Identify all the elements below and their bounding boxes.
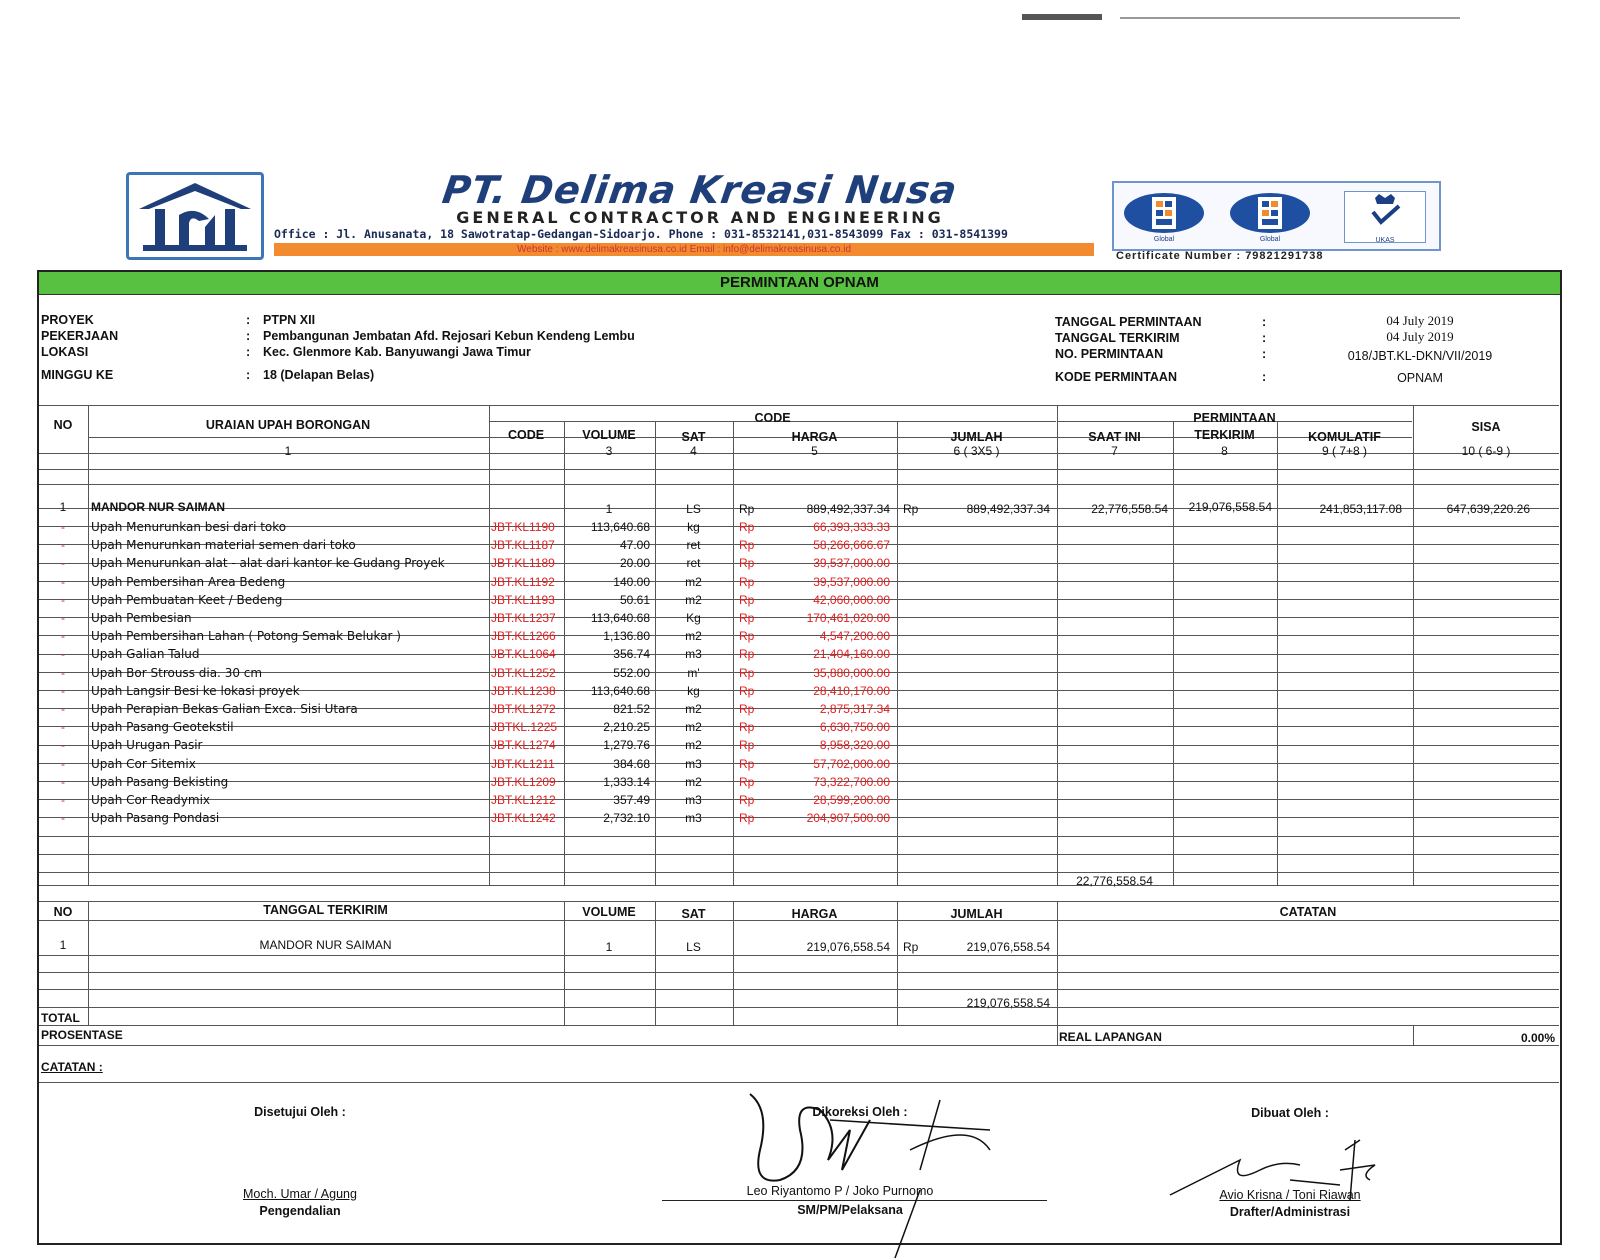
item-no: - [61, 811, 65, 825]
sent-th-volume: VOLUME [582, 905, 636, 919]
subtotal-line [39, 885, 1559, 886]
house-logo-icon [129, 175, 261, 257]
item-harga: 66,393,333.33 [813, 520, 890, 534]
row-line [39, 872, 1559, 873]
item-code: JBT.KL1192 [491, 575, 555, 589]
item-no: - [61, 611, 65, 625]
main-row-komulatif: 241,853,117.08 [1319, 502, 1402, 516]
item-rp: Rp [739, 720, 755, 734]
item-volume: 356.74 [613, 647, 650, 661]
catatan-label: CATATAN : [41, 1060, 103, 1074]
item-uraian: Upah Pasang Bekisting [91, 775, 229, 789]
item-harga: 35,880,000.00 [813, 666, 890, 680]
row-line [39, 854, 1559, 855]
item-rp: Rp [739, 575, 755, 589]
item-rp: Rp [739, 647, 755, 661]
main-row-uraian: MANDOR NUR SAIMAN [91, 500, 225, 514]
sent-th-harga: HARGA [791, 907, 838, 921]
iso-badge [1122, 191, 1206, 241]
item-rp: Rp [739, 775, 755, 789]
meta-colon: : [1262, 331, 1267, 345]
meta-colon: : [246, 329, 251, 343]
th-code: CODE [507, 428, 545, 442]
signature-area-top [39, 1082, 1559, 1083]
item-no: - [61, 720, 65, 734]
grid-line [39, 469, 1559, 470]
item-rp: Rp [739, 538, 755, 552]
col-number: 5 [811, 444, 818, 458]
item-uraian: Upah Galian Talud [91, 647, 200, 661]
item-volume: 1,279.76 [603, 738, 650, 752]
item-no: - [61, 666, 65, 680]
crown-tick-icon [1345, 192, 1425, 232]
item-no: - [61, 684, 65, 698]
th-uraian: URAIAN UPAH BORONGAN [205, 418, 371, 432]
item-volume: 113,640.68 [590, 684, 650, 698]
th-permintaan-group: PERMINTAAN [1193, 411, 1276, 425]
company-website: Website : www.delimakreasinusa.co.id Email : info@delimakreasinusa.co.id [274, 243, 1094, 256]
main-row-volume: 1 [605, 502, 613, 516]
sent-th-no: NO [53, 905, 73, 919]
item-no: - [61, 647, 65, 661]
item-code: JBT.KL1252 [491, 666, 556, 680]
item-sat: ret [686, 556, 701, 570]
main-row-no: 1 [59, 500, 67, 514]
total-label: TOTAL [41, 1011, 80, 1025]
meta-value-minggu: 18 (Delapan Belas) [263, 368, 375, 382]
th-komulatif: KOMULATIF [1308, 430, 1381, 444]
item-uraian: Upah Cor Readymix [91, 793, 211, 807]
grid-line [39, 972, 1559, 973]
item-volume: 47.00 [619, 538, 650, 552]
item-sat: m2 [685, 720, 702, 734]
item-harga: 42,060,000.00 [813, 593, 890, 607]
item-no: - [61, 793, 65, 807]
cert-label: UKAS [1375, 237, 1395, 244]
item-sat: m2 [685, 738, 702, 752]
grid-line [1277, 421, 1278, 885]
item-harga: 39,537,000.00 [813, 575, 890, 589]
main-row-jumlah: 889,492,337.34 [966, 502, 1050, 516]
globe-certificate-icon [1122, 191, 1206, 235]
grid-line [1413, 405, 1414, 885]
item-sat: m3 [685, 811, 702, 825]
item-no: - [61, 702, 65, 716]
item-harga: 4,547,200.00 [819, 629, 890, 643]
item-uraian: Upah Pembuatan Keet / Bedeng [91, 593, 283, 607]
row-line [39, 836, 1559, 837]
item-harga: 6,630,750.00 [819, 720, 890, 734]
sent-row-sat: LS [686, 940, 701, 954]
item-harga: 58,266,666.67 [813, 538, 890, 552]
item-no: - [61, 593, 65, 607]
item-sat: Kg [686, 611, 701, 625]
item-rp: Rp [739, 811, 755, 825]
subtotal-saat-ini: 22,776,558.54 [1076, 874, 1153, 888]
th-jumlah: JUMLAH [950, 430, 1003, 444]
item-volume: 2,732.10 [603, 811, 650, 825]
grid-line [1413, 1025, 1414, 1045]
item-volume: 1,136.80 [603, 629, 650, 643]
item-no: - [61, 575, 65, 589]
sent-row-rp: Rp [903, 940, 919, 954]
item-no: - [61, 757, 65, 771]
sent-row-harga: 219,076,558.54 [806, 940, 890, 954]
certificate-number: Certificate Number : 79821291738 [1116, 250, 1324, 262]
item-sat: ret [686, 538, 701, 552]
company-logo [126, 172, 264, 260]
th-volume: VOLUME [582, 428, 636, 442]
item-uraian: Upah Menurunkan besi dari toko [91, 520, 287, 534]
col-number: 4 [690, 444, 697, 458]
sent-th-jumlah: JUMLAH [950, 907, 1003, 921]
item-volume: 2,210.25 [603, 720, 650, 734]
col-number: 8 [1221, 444, 1228, 458]
item-uraian: Upah Menurunkan alat - alat dari kantor ke Gudang Proyek [91, 556, 445, 570]
grid-line [88, 901, 89, 1025]
item-code: JBT.KL1209 [491, 775, 556, 789]
meta-value-tanggal-permintaan: 04 July 2019 [1386, 313, 1454, 328]
item-rp: Rp [739, 793, 755, 807]
item-rp: Rp [739, 520, 755, 534]
grid-line [489, 405, 490, 885]
certification-box [1112, 181, 1441, 251]
meta-value-proyek: PTPN XII [263, 313, 316, 327]
col-number: 10 ( 6-9 ) [1461, 444, 1511, 458]
sig-approved-role: Pengendalian [259, 1204, 341, 1218]
item-uraian: Upah Pembersihan Area Bedeng [91, 575, 286, 589]
item-no: - [61, 775, 65, 789]
col-number: 9 ( 7+8 ) [1321, 444, 1368, 458]
sent-row-name: MANDOR NUR SAIMAN [259, 938, 392, 952]
item-code: JBT.KL1237 [491, 611, 556, 625]
item-no: - [61, 738, 65, 752]
item-sat: m2 [685, 629, 702, 643]
item-volume: 552.00 [613, 666, 650, 680]
grid-line [39, 484, 1559, 485]
th-no: NO [53, 418, 73, 432]
item-rp: Rp [739, 666, 755, 680]
meta-colon: : [246, 313, 251, 327]
item-harga: 39,537,000.00 [813, 556, 890, 570]
sent-row-no: 1 [59, 938, 67, 952]
item-code: JBT.KL1190 [491, 520, 555, 534]
item-volume: 113,640.68 [590, 520, 650, 534]
sent-row-jumlah: 219,076,558.54 [966, 940, 1050, 954]
item-sat: kg [687, 684, 700, 698]
item-uraian: Upah Cor Sitemix [91, 757, 196, 771]
item-sat: m3 [685, 647, 702, 661]
grid-line [39, 1045, 1559, 1046]
form-title: PERMINTAAN OPNAM [39, 272, 1560, 295]
grid-line [564, 421, 565, 885]
item-volume: 113,640.68 [590, 611, 650, 625]
real-lapangan-value: 0.00% [1520, 1031, 1555, 1045]
item-uraian: Upah Langsir Besi ke lokasi proyek [91, 684, 300, 698]
grid-line [733, 421, 734, 885]
item-uraian: Upah Pembesian [91, 611, 192, 625]
item-sat: m2 [685, 575, 702, 589]
company-subtitle: GENERAL CONTRACTOR AND ENGINEERING [456, 208, 944, 227]
globe-certificate-icon [1228, 191, 1312, 235]
item-code: JBT.KL1266 [491, 629, 556, 643]
item-sat: m3 [685, 757, 702, 771]
meta-colon: : [1262, 315, 1267, 329]
sig-created-label: Dibuat Oleh : [1251, 1106, 1329, 1120]
sent-th-sat: SAT [681, 907, 706, 921]
grid-line [1057, 901, 1058, 1045]
item-rp: Rp [739, 702, 755, 716]
item-volume: 50.61 [619, 593, 650, 607]
main-row-jumlah-rp: Rp [903, 502, 919, 516]
meta-label-tanggal-permintaan: TANGGAL PERMINTAAN [1055, 315, 1202, 329]
sent-th-tanggal: TANGGAL TERKIRIM [263, 903, 388, 917]
item-rp: Rp [739, 611, 755, 625]
main-row-saat-ini: 22,776,558.54 [1091, 502, 1168, 516]
sig-corrected-label: Dikoreksi Oleh : [812, 1105, 908, 1119]
item-harga: 28,410,170.00 [813, 684, 890, 698]
item-rp: Rp [739, 738, 755, 752]
main-row-sisa: 647,639,220.26 [1446, 502, 1530, 516]
item-volume: 821.52 [613, 702, 650, 716]
meta-label-kode-permintaan: KODE PERMINTAAN [1055, 370, 1177, 384]
item-harga: 73,322,700.00 [813, 775, 890, 789]
cert-label: Global [1259, 236, 1281, 243]
meta-value-lokasi: Kec. Glenmore Kab. Banyuwangi Jawa Timur [263, 345, 531, 359]
grid-line [39, 1007, 1559, 1008]
meta-label-proyek: PROYEK [41, 313, 94, 327]
item-harga: 8,958,320.00 [819, 738, 890, 752]
item-harga: 21,404,160.00 [813, 647, 890, 661]
item-rp: Rp [739, 757, 755, 771]
item-code: JBT.KL1212 [491, 793, 556, 807]
th-sat: SAT [681, 430, 706, 444]
item-volume: 1,333.14 [603, 775, 650, 789]
item-rp: Rp [739, 593, 755, 607]
item-sat: m' [687, 666, 700, 680]
item-code: JBT.KL1189 [491, 556, 555, 570]
item-rp: Rp [739, 629, 755, 643]
sig-approved-name: Moch. Umar / Agung [243, 1187, 357, 1201]
item-sat: m2 [685, 775, 702, 789]
handwritten-signature-icon [740, 1090, 1010, 1260]
meta-colon: : [246, 345, 251, 359]
sig-approved-label: Disetujui Oleh : [254, 1105, 346, 1119]
item-uraian: Upah Pembersihan Lahan ( Potong Semak Belukar ) [91, 629, 401, 643]
th-terkirim: TERKIRIM [1194, 428, 1255, 442]
item-uraian: Upah Bor Strouss dia. 30 cm [91, 666, 263, 680]
item-code: JBT.KL1242 [491, 811, 556, 825]
cert-label: Global [1153, 236, 1175, 243]
sig-corrected-name: Leo Riyantomo P / Joko Purnomo [746, 1184, 934, 1198]
grid-line [39, 955, 1559, 956]
sent-row-volume: 1 [605, 940, 613, 954]
main-row-harga: 889,492,337.34 [806, 502, 890, 516]
meta-label-tanggal-terkirim: TANGGAL TERKIRIM [1055, 331, 1180, 345]
main-row-rp: Rp [739, 502, 755, 516]
handwritten-signature-icon [1160, 1130, 1390, 1210]
col-number: 3 [605, 444, 613, 458]
item-code: JBT.KL1064 [491, 647, 556, 661]
th-harga: HARGA [791, 430, 838, 444]
item-volume: 20.00 [619, 556, 650, 570]
real-lapangan-label: REAL LAPANGAN [1059, 1030, 1162, 1044]
item-code: JBT.KL1274 [491, 738, 556, 752]
item-uraian: Upah Menurunkan material semen dari toko [91, 538, 356, 552]
meta-colon: : [246, 368, 251, 382]
meta-value-kode-permintaan: OPNAM [1397, 371, 1443, 385]
company-header [340, 170, 1060, 227]
item-harga: 57,702,000.00 [813, 757, 890, 771]
item-volume: 140.00 [613, 575, 650, 589]
item-uraian: Upah Pasang Pondasi [91, 811, 220, 825]
grid-line [1057, 405, 1058, 885]
item-rp: Rp [739, 556, 755, 570]
item-no: - [61, 556, 65, 570]
item-sat: m2 [685, 702, 702, 716]
item-volume: 357.49 [613, 793, 650, 807]
sig-corrected-role: SM/PM/Pelaksana [797, 1203, 903, 1217]
meta-label-lokasi: LOKASI [41, 345, 89, 359]
sig-created-name: Avio Krisna / Toni Riawan [1219, 1188, 1361, 1202]
col-number: 1 [284, 444, 292, 458]
item-harga: 28,599,200.00 [813, 793, 890, 807]
company-name: PT. Delima Kreasi Nusa [439, 168, 961, 212]
meta-value-tanggal-terkirim: 04 July 2019 [1386, 329, 1454, 344]
item-no: - [61, 538, 65, 552]
grid-line [1173, 421, 1174, 885]
prosentase-label: PROSENTASE [41, 1028, 123, 1042]
sent-total-jumlah: 219,076,558.54 [966, 996, 1050, 1010]
main-row-terkirim: 219,076,558.54 [1188, 500, 1272, 514]
item-volume: 384.68 [613, 757, 650, 771]
company-office: Office : Jl. Anusanata, 18 Sawotratap-Gedangan-Sidoarjo. Phone : 031-8532141,031-8543099 Fax : 031-8541399 [274, 227, 1008, 241]
table-top-border [39, 405, 1559, 406]
meta-label-no-permintaan: NO. PERMINTAAN [1055, 347, 1164, 361]
item-code: JBT.KL1193 [491, 593, 555, 607]
grid-line [897, 421, 898, 885]
sent-th-catatan: CATATAN [1279, 905, 1337, 919]
item-harga: 204,907,500.00 [806, 811, 890, 825]
main-row-sat: LS [686, 502, 701, 516]
meta-value-pekerjaan: Pembangunan Jembatan Afd. Rejosari Kebun Kendeng Lembu [263, 329, 635, 343]
item-uraian: Upah Pasang Geotekstil [91, 720, 234, 734]
sent-table-top [39, 901, 1559, 902]
meta-colon: : [1262, 370, 1267, 384]
item-code: JBT.KL1272 [491, 702, 556, 716]
scan-artifact [1022, 14, 1102, 20]
item-uraian: Upah Perapian Bekas Galian Exca. Sisi Utara [91, 702, 358, 716]
item-rp: Rp [739, 684, 755, 698]
item-code: JBT.KL1238 [491, 684, 556, 698]
meta-label-minggu: MINGGU KE [41, 368, 114, 382]
item-no: - [61, 520, 65, 534]
th-code-group: CODE [754, 411, 791, 425]
meta-colon: : [1262, 347, 1267, 361]
meta-label-pekerjaan: PEKERJAAN [41, 329, 119, 343]
item-code: JBT.KL1187 [491, 538, 555, 552]
item-harga: 2,875,317.34 [819, 702, 890, 716]
th-saat-ini: SAAT INI [1088, 430, 1141, 444]
grid-line [39, 1025, 1559, 1026]
col-number: 7 [1111, 444, 1118, 458]
scan-artifact [1120, 17, 1460, 19]
item-uraian: Upah Urugan Pasir [91, 738, 203, 752]
item-sat: m2 [685, 593, 702, 607]
meta-value-no-permintaan: 018/JBT.KL-DKN/VII/2019 [1347, 349, 1493, 363]
item-harga: 170,461,020.00 [806, 611, 890, 625]
iso-badge [1228, 191, 1312, 241]
grid-line [39, 989, 1559, 990]
ukas-badge [1344, 191, 1426, 243]
grid-line [88, 405, 89, 885]
item-no: - [61, 629, 65, 643]
item-code: JBT.KL1211 [491, 757, 555, 771]
sig-created-role: Drafter/Administrasi [1229, 1205, 1351, 1219]
col-number: 6 ( 3X5 ) [953, 444, 1000, 458]
item-code: JBTKL.1225 [491, 720, 558, 734]
item-sat: kg [687, 520, 700, 534]
th-sisa: SISA [1471, 420, 1501, 434]
item-sat: m3 [685, 793, 702, 807]
